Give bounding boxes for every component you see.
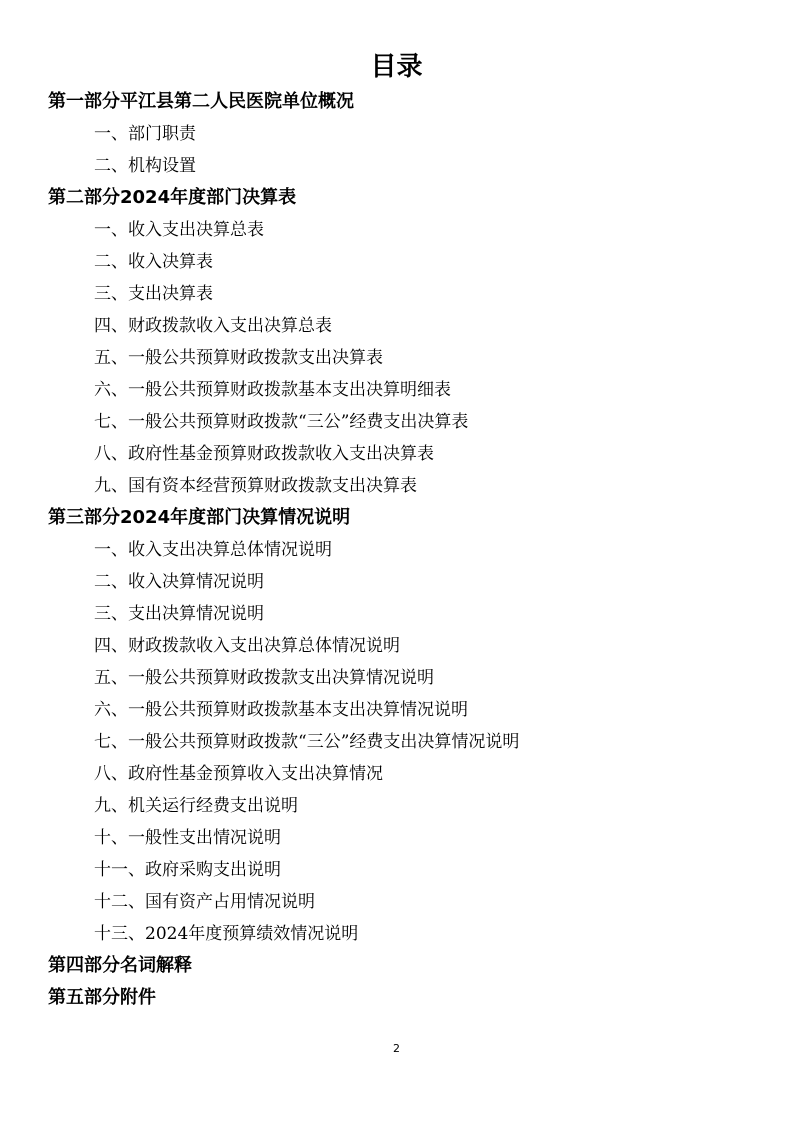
toc-item: 十、一般性支出情况说明: [94, 828, 281, 848]
toc-item: 二、收入决算情况说明: [94, 572, 264, 592]
toc-part-4-title: 第四部分名词解释: [48, 955, 192, 976]
toc-item: 六、一般公共预算财政拨款基本支出决算情况说明: [94, 700, 468, 720]
toc-item: 四、财政拨款收入支出决算总体情况说明: [94, 636, 400, 656]
toc-item: 十一、政府采购支出说明: [94, 860, 281, 880]
page-number: 2: [393, 1042, 400, 1055]
toc-item: 九、机关运行经费支出说明: [94, 796, 298, 816]
toc-part-5-title: 第五部分附件: [48, 987, 156, 1008]
table-of-contents: [48, 86, 748, 1014]
toc-item: 二、机构设置: [94, 156, 196, 176]
toc-item: 八、政府性基金预算财政拨款收入支出决算表: [94, 444, 434, 464]
toc-item: 四、财政拨款收入支出决算总表: [94, 316, 332, 336]
toc-item: 三、支出决算表: [94, 284, 213, 304]
toc-item: 一、收入支出决算总表: [94, 220, 264, 240]
toc-part-3-title: 第三部分2024年度部门决算情况说明: [48, 507, 351, 528]
toc-item: 一、部门职责: [94, 124, 196, 144]
toc-item: 七、一般公共预算财政拨款“三公”经费支出决算表: [94, 412, 469, 432]
toc-item: 五、一般公共预算财政拨款支出决算情况说明: [94, 668, 434, 688]
toc-part-2-title: 第二部分2024年度部门决算表: [48, 187, 297, 208]
toc-item: 六、一般公共预算财政拨款基本支出决算明细表: [94, 380, 451, 400]
toc-item: 三、支出决算情况说明: [94, 604, 264, 624]
toc-item: 八、政府性基金预算收入支出决算情况: [94, 764, 383, 784]
toc-item: 十三、2024年度预算绩效情况说明: [94, 924, 359, 944]
toc-item: 九、国有资本经营预算财政拨款支出决算表: [94, 476, 417, 496]
toc-item: 七、一般公共预算财政拨款“三公”经费支出决算情况说明: [94, 732, 520, 752]
toc-item: 二、收入决算表: [94, 252, 213, 272]
toc-item: 十二、国有资产占用情况说明: [94, 892, 315, 912]
toc-item: 一、收入支出决算总体情况说明: [94, 540, 332, 560]
toc-part-1-title: 第一部分平江县第二人民医院单位概况: [48, 91, 354, 112]
document-title: 目录: [370, 52, 423, 82]
toc-item: 五、一般公共预算财政拨款支出决算表: [94, 348, 383, 368]
